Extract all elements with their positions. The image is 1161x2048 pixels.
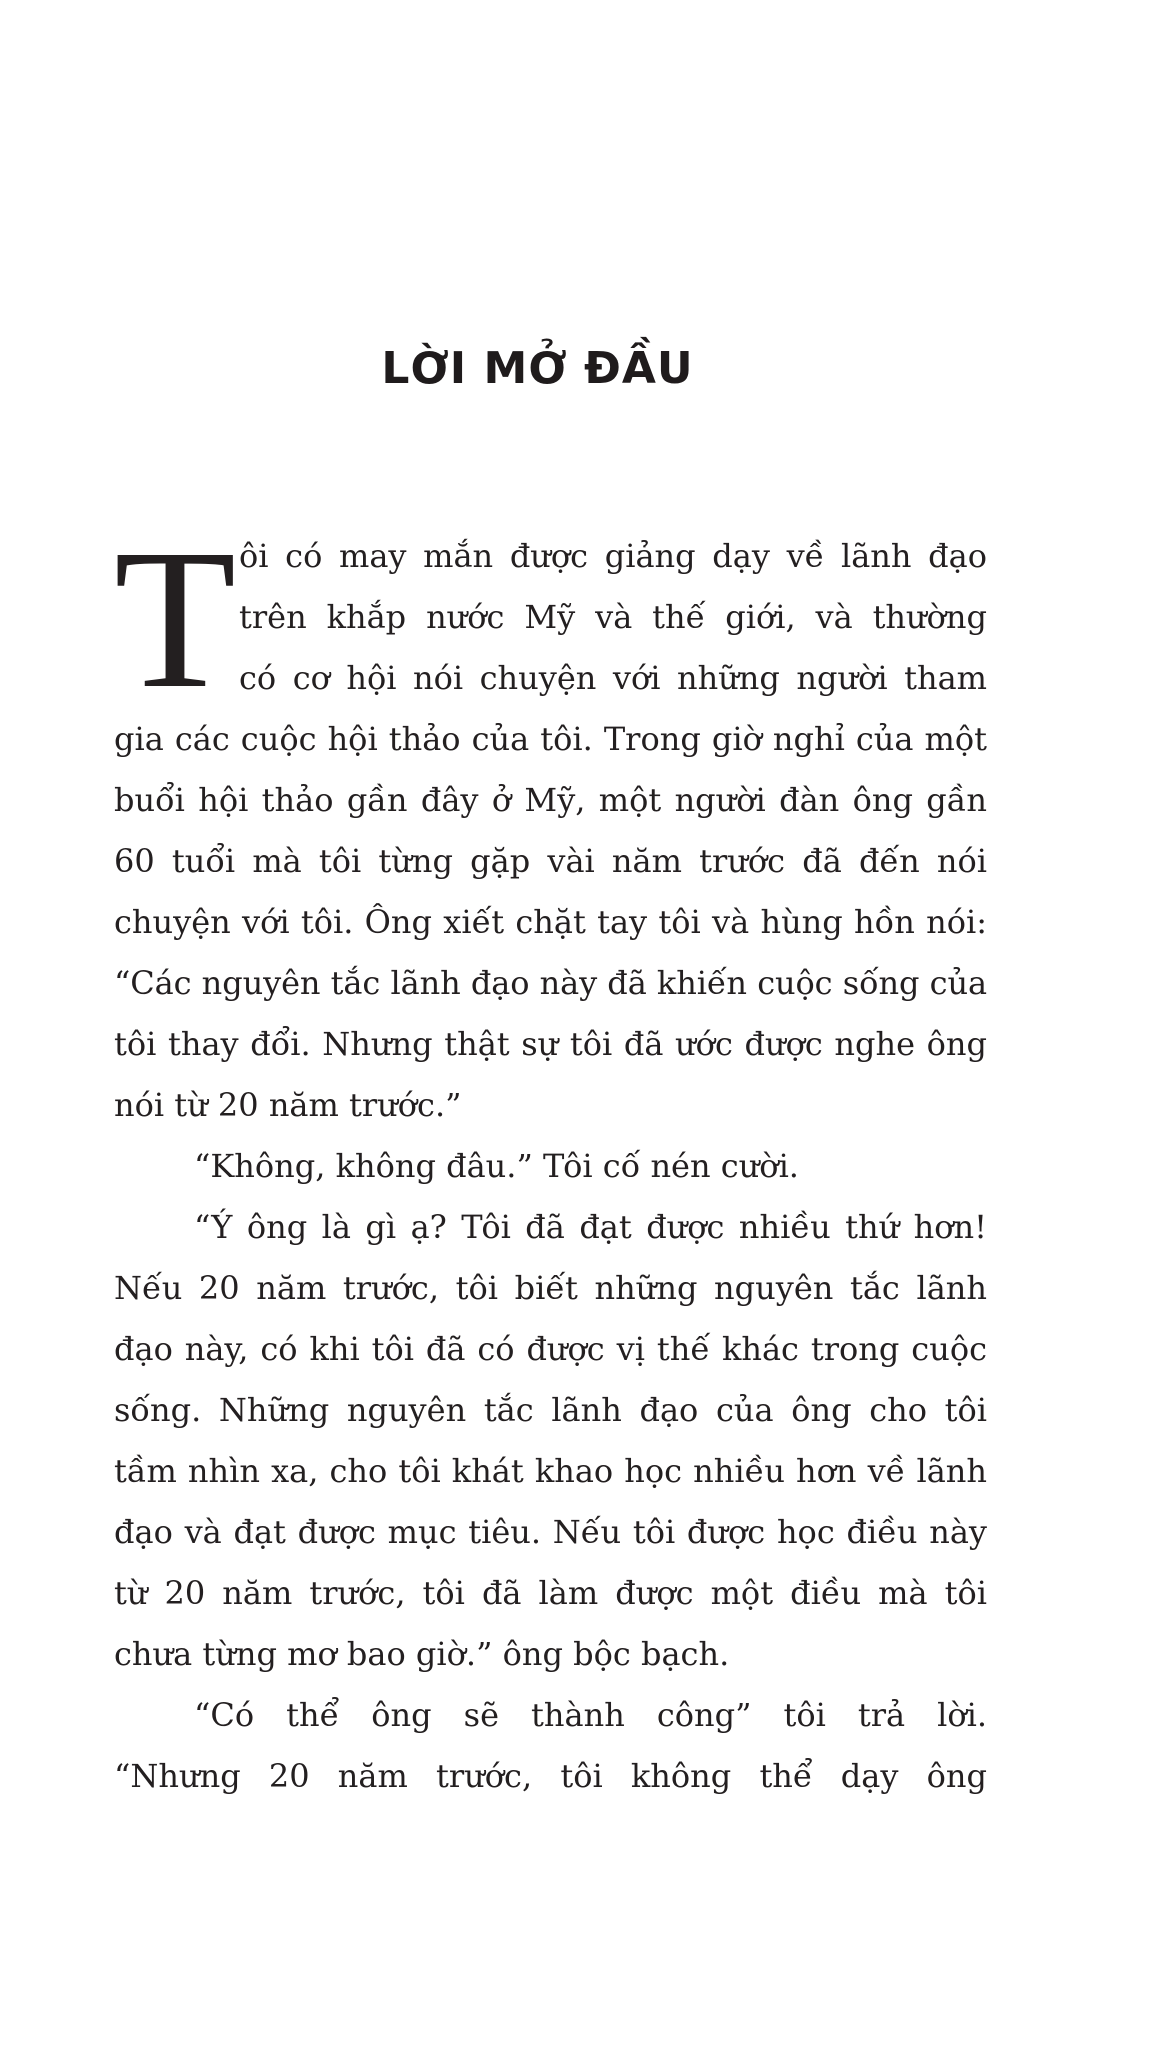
text-line: “Các nguyên tắc lãnh đạo này đã khiến cuộc sống của <box>114 964 987 1002</box>
text-line: sống. Những nguyên tắc lãnh đạo của ông cho tôi <box>114 1391 987 1429</box>
body-text <box>114 509 987 1807</box>
text-line: ôi có may mắn được giảng dạy về lãnh đạo <box>239 537 987 575</box>
text-line: “Ý ông là gì ạ? Tôi đã đạt được nhiều thứ hơn! <box>194 1208 987 1246</box>
drop-cap-letter: T <box>114 509 237 730</box>
text-line: chuyện với tôi. Ông xiết chặt tay tôi và hùng hồn nói: <box>114 903 987 941</box>
chapter-title: LỜI MỞ ĐẦU <box>381 343 694 394</box>
text-line: “Không, không đâu.” Tôi cố nén cười. <box>194 1147 799 1185</box>
text-line: có cơ hội nói chuyện với những người tham <box>239 659 987 697</box>
text-line: nói từ 20 năm trước.” <box>114 1086 462 1124</box>
text-line: từ 20 năm trước, tôi đã làm được một điều mà tôi <box>114 1574 987 1612</box>
text-line: “Có thể ông sẽ thành công” tôi trả lời. <box>194 1696 987 1734</box>
text-line: “Nhưng 20 năm trước, tôi không thể dạy ông <box>114 1757 987 1795</box>
text-line: 60 tuổi mà tôi từng gặp vài năm trước đã đến nói <box>114 842 987 880</box>
text-line: đạo và đạt được mục tiêu. Nếu tôi được học điều này <box>114 1513 987 1551</box>
text-line: buổi hội thảo gần đây ở Mỹ, một người đàn ông gần <box>114 781 987 819</box>
text-line: chưa từng mơ bao giờ.” ông bộc bạch. <box>114 1635 730 1673</box>
text-line: Nếu 20 năm trước, tôi biết những nguyên tắc lãnh <box>114 1269 987 1307</box>
text-line: tầm nhìn xa, cho tôi khát khao học nhiều hơn về lãnh <box>114 1452 987 1490</box>
text-line: đạo này, có khi tôi đã có được vị thế khác trong cuộc <box>114 1330 987 1368</box>
text-line: tôi thay đổi. Nhưng thật sự tôi đã ước được nghe ông <box>114 1025 987 1063</box>
text-line: trên khắp nước Mỹ và thế giới, và thường <box>239 598 987 636</box>
text-line: gia các cuộc hội thảo của tôi. Trong giờ nghỉ của một <box>114 720 987 758</box>
